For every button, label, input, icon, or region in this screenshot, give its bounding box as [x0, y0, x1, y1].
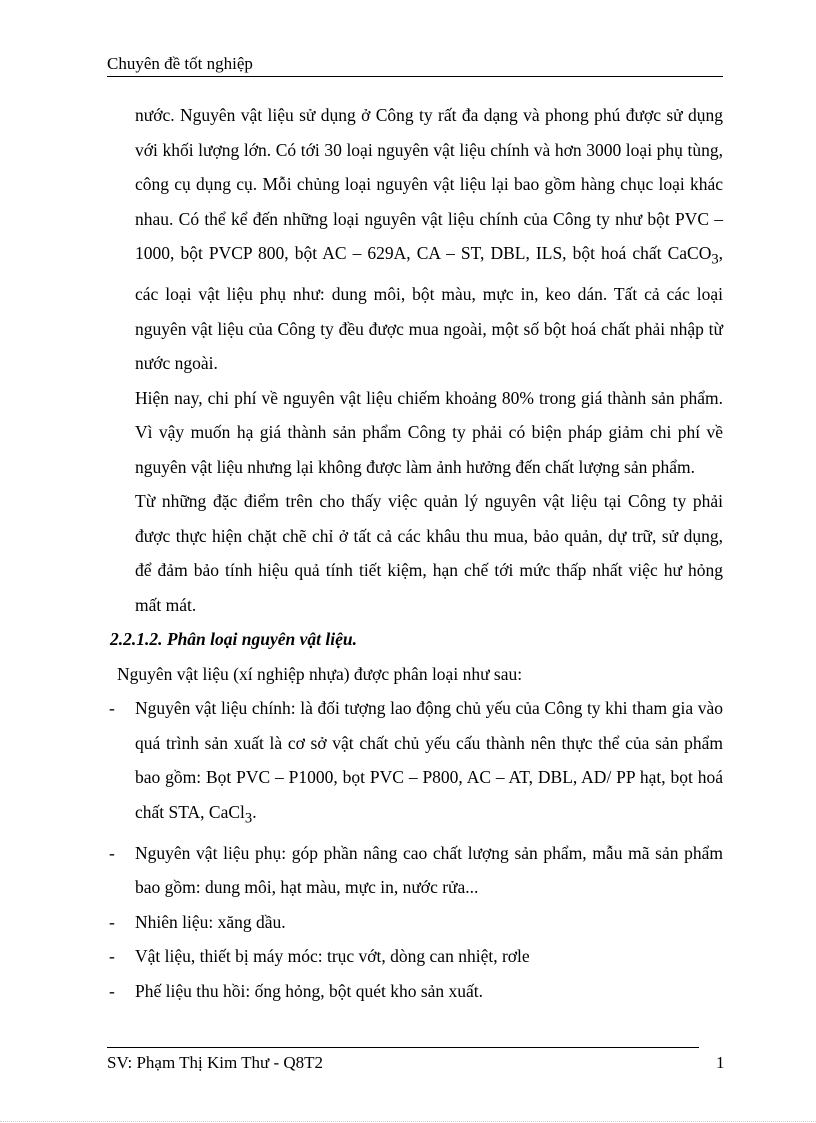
list-dash: - [109, 980, 115, 1001]
paragraph-management: Từ những đặc điểm trên cho thấy việc quản lý nguyên vật liệu tại Công ty phải được thực hiện chặt chẽ chỉ ở tất cả các khâu thu mua, bảo quản, dự trữ, sử dụng, để đảm bảo tính hiệu quả tính tiết kiệm, hạn chế tới mức thấp nhất việc hư hỏng mất mát. [135, 491, 723, 615]
document-body [107, 98, 723, 1008]
list-dash: - [109, 946, 115, 966]
paragraph-text: nước. Nguyên vật liệu sử dụng ở Công ty rất đa dạng và phong phú được sử dụng với khối lượng lớn. Có tới 30 loại nguyên vật liệu chính và hơn 3000 loại phụ tùng, công cụ dụng cụ. Mỗi chủng loại nguyên vật liệu lại bao gồm hàng chục loại khác nhau. Có thể kể đến những loại nguyên vật liệu chính của Công ty như bột PVC – 1000, bột PVCP 800, bột AC – 629A, CA – ST, DBL, ILS, bột hoá chất CaCO [135, 105, 723, 263]
list-item-text: Nguyên vật liệu chính: là đối tượng lao động chủ yếu của Công ty khi tham gia vào quá trình sản xuất là cơ sở vật chất chủ yếu cấu thành nên thực thể của sản phẩm bao gồm: Bọt PVC – P1000, bọt PVC – P800, AC – AT, DBL, AD/ PP hạt, bọt hoá chất STA, CaCl [135, 698, 723, 822]
footer-divider [107, 1047, 699, 1048]
classification-list [107, 691, 723, 1008]
section-heading: 2.2.1.2. Phân loại nguyên vật liệu. [110, 629, 357, 649]
paragraph-text: , các loại vật liệu phụ như: dung môi, bột màu, mực in, keo dán. Tất cả các loại nguyên vật liệu của Công ty đều được mua ngoài, một số bột hoá chất phải nhập từ nước ngoài. [135, 243, 723, 373]
list-item-text: Nhiên liệu: xăng dầu. [135, 911, 286, 932]
list-dash: - [109, 698, 115, 718]
header-divider [107, 76, 723, 77]
paragraph-materials-overview [107, 98, 723, 381]
list-item-text: Vật liệu, thiết bị máy móc: trục vớt, dòng can nhiệt, rơle [135, 946, 530, 966]
list-item-text: . [252, 801, 257, 822]
page-number: 1 [716, 1053, 725, 1072]
list-dash: - [109, 842, 115, 863]
paragraph-cost-share: Hiện nay, chi phí về nguyên vật liệu chiếm khoảng 80% trong giá thành sản phẩm. Vì vậy muốn hạ giá thành sản phẩm Công ty phải có biện pháp giảm chi phí về nguyên vật liệu nhưng lại không được làm ảnh hưởng đến chất lượng sản phẩm. [135, 387, 723, 477]
classification-intro: Nguyên vật liệu (xí nghiệp nhựa) được phân loại như sau: [117, 663, 523, 684]
list-item-text: Nguyên vật liệu phụ: góp phần nâng cao chất lượng sản phẩm, mẫu mã sản phẩm bao gồm: dung môi, hạt màu, mực in, nước rửa... [135, 842, 723, 897]
list-dash: - [109, 911, 115, 932]
list-item-text: Phế liệu thu hồi: ống hỏng, bột quét kho sản xuất. [135, 980, 484, 1001]
list-item [107, 691, 723, 836]
list-item [107, 939, 723, 974]
list-item [107, 974, 723, 1009]
list-item [107, 836, 723, 905]
list-item [107, 905, 723, 940]
page-bottom-edge [0, 1121, 816, 1122]
subscript: 3 [244, 810, 253, 826]
footer-author: SV: Phạm Thị Kim Thư - Q8T2 [107, 1053, 324, 1072]
page-header: Chuyên đề tốt nghiệp [107, 54, 253, 73]
subscript: 3 [711, 251, 719, 268]
